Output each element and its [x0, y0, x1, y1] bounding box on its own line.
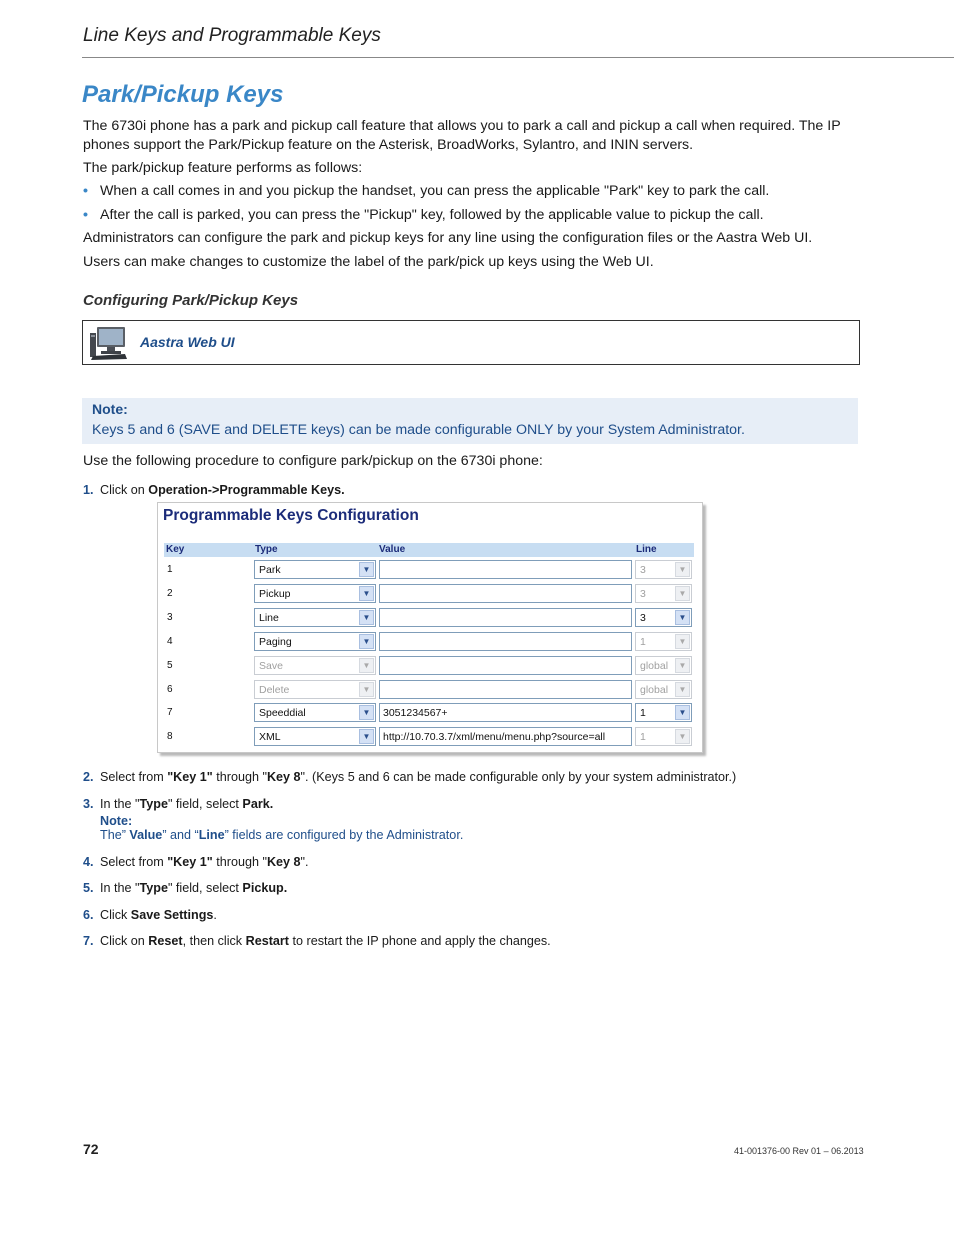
column-header-type: Type: [255, 544, 278, 555]
admin-paragraph: Administrators can configure the park and pickup keys for any line using the configuration files or the Aastra Web UI.: [83, 230, 813, 246]
table-row: [158, 656, 704, 676]
value-input[interactable]: [379, 584, 632, 603]
value-input[interactable]: [379, 560, 632, 579]
type-select: Save ▼: [254, 656, 376, 675]
value-input[interactable]: [379, 656, 632, 675]
key-number: 2: [167, 588, 173, 599]
line-select: global ▼: [635, 656, 692, 675]
intro-paragraph-line-2: phones support the Park/Pickup feature on the Asterisk, BroadWorks, Sylantro, and ININ servers.: [83, 137, 694, 153]
chevron-down-icon: ▼: [359, 562, 374, 577]
chevron-down-icon: ▼: [675, 658, 690, 673]
chevron-down-icon: ▼: [359, 705, 374, 720]
type-select[interactable]: Pickup ▼: [254, 584, 376, 603]
key-number: 6: [167, 684, 173, 695]
note-text: The” Value” and “Line” fields are configured by the Administrator.: [100, 828, 464, 842]
intro-paragraph-line-1: The 6730i phone has a park and pickup call feature that allows you to park a call and pickup a call when required. The IP: [83, 118, 841, 134]
table-row: [158, 632, 704, 652]
chevron-down-icon: ▼: [675, 562, 690, 577]
document-revision: 41-001376-00 Rev 01 – 06.2013: [734, 1146, 864, 1156]
note-title: Note:: [100, 814, 133, 828]
step-number: 7.: [83, 934, 94, 948]
line-select: 1 ▼: [635, 632, 692, 651]
header-divider: [82, 57, 954, 58]
chevron-down-icon: ▼: [675, 610, 690, 625]
step-number: 3.: [83, 797, 94, 811]
step-3-note: [100, 814, 463, 842]
chevron-down-icon: ▼: [675, 705, 690, 720]
screenshot-title: Programmable Keys Configuration: [163, 507, 419, 524]
step-number: 6.: [83, 908, 94, 922]
table-row: [158, 584, 704, 604]
step-number: 2.: [83, 770, 94, 784]
section-title: Line Keys and Programmable Keys: [83, 25, 381, 46]
value-input[interactable]: [379, 608, 632, 627]
type-select: Delete ▼: [254, 680, 376, 699]
column-header-key: Key: [166, 544, 185, 555]
key-number: 1: [167, 564, 173, 575]
section-subheading: Configuring Park/Pickup Keys: [83, 292, 299, 309]
line-select[interactable]: 3 ▼: [635, 608, 692, 627]
user-paragraph: Users can make changes to customize the label of the park/pick up keys using the Web UI.: [83, 254, 654, 270]
chevron-down-icon: ▼: [359, 610, 374, 625]
note-title: Note:: [92, 401, 128, 417]
chevron-down-icon: ▼: [675, 586, 690, 601]
feature-intro: The park/pickup feature performs as follows:: [83, 160, 363, 176]
type-select[interactable]: XML ▼: [254, 727, 376, 746]
key-number: 7: [167, 707, 173, 718]
step-text: Click on Operation->Programmable Keys.: [100, 483, 345, 497]
chevron-down-icon: ▼: [359, 682, 374, 697]
type-select[interactable]: Park ▼: [254, 560, 376, 579]
line-select: 3 ▼: [635, 560, 692, 579]
web-ui-label: Aastra Web UI: [140, 334, 235, 350]
value-input[interactable]: [379, 632, 632, 651]
note-text: Keys 5 and 6 (SAVE and DELETE keys) can be made configurable ONLY by your System Administrator.: [92, 422, 745, 438]
page-title: Park/Pickup Keys: [82, 81, 284, 108]
bullet-text: After the call is parked, you can press the "Pickup" key, followed by the applicable value to pickup the call.: [100, 207, 764, 223]
type-select[interactable]: Paging ▼: [254, 632, 376, 651]
step-number: 1.: [83, 483, 94, 497]
value-input[interactable]: 3051234567+: [379, 703, 632, 722]
table-header: [164, 543, 694, 557]
table-row: [158, 560, 704, 580]
key-number: 8: [167, 731, 173, 742]
step-text: Select from "Key 1" through "Key 8". (Keys 5 and 6 can be made configurable only by your system administrator.): [100, 770, 737, 784]
admin-note: [82, 398, 858, 444]
value-input[interactable]: [379, 680, 632, 699]
chevron-down-icon: ▼: [675, 682, 690, 697]
computer-icon: [89, 325, 129, 361]
programmable-keys-screenshot: [157, 502, 703, 753]
page-number: 72: [83, 1141, 99, 1157]
step-text: In the "Type" field, select Park.: [100, 797, 274, 811]
key-number: 4: [167, 636, 173, 647]
table-row: [158, 608, 704, 628]
value-input[interactable]: http://10.70.3.7/xml/menu/menu.php?source=all: [379, 727, 632, 746]
step-text: Click Save Settings.: [100, 908, 217, 922]
line-select[interactable]: 1 ▼: [635, 703, 692, 722]
web-ui-banner: [82, 320, 860, 365]
bullet-icon: •: [83, 183, 88, 199]
bullet-text: When a call comes in and you pickup the handset, you can press the applicable "Park" key to park the call.: [100, 183, 770, 199]
step-text: Select from "Key 1" through "Key 8".: [100, 855, 309, 869]
line-select: global ▼: [635, 680, 692, 699]
line-select: 3 ▼: [635, 584, 692, 603]
column-header-value: Value: [379, 544, 406, 555]
step-number: 5.: [83, 881, 94, 895]
type-select[interactable]: Speeddial ▼: [254, 703, 376, 722]
table-row: [158, 703, 704, 723]
column-header-line: Line: [636, 544, 657, 555]
type-select[interactable]: Line ▼: [254, 608, 376, 627]
line-select: 1 ▼: [635, 727, 692, 746]
key-number: 3: [167, 612, 173, 623]
procedure-intro: Use the following procedure to configure park/pickup on the 6730i phone:: [83, 453, 543, 469]
chevron-down-icon: ▼: [675, 634, 690, 649]
table-row: [158, 680, 704, 700]
step-text: Click on Reset, then click Restart to restart the IP phone and apply the changes.: [100, 934, 551, 948]
chevron-down-icon: ▼: [359, 729, 374, 744]
chevron-down-icon: ▼: [359, 634, 374, 649]
step-number: 4.: [83, 855, 94, 869]
key-number: 5: [167, 660, 173, 671]
chevron-down-icon: ▼: [675, 729, 690, 744]
step-text: In the "Type" field, select Pickup.: [100, 881, 288, 895]
chevron-down-icon: ▼: [359, 658, 374, 673]
table-row: [158, 727, 704, 747]
chevron-down-icon: ▼: [359, 586, 374, 601]
bullet-icon: •: [83, 207, 88, 223]
